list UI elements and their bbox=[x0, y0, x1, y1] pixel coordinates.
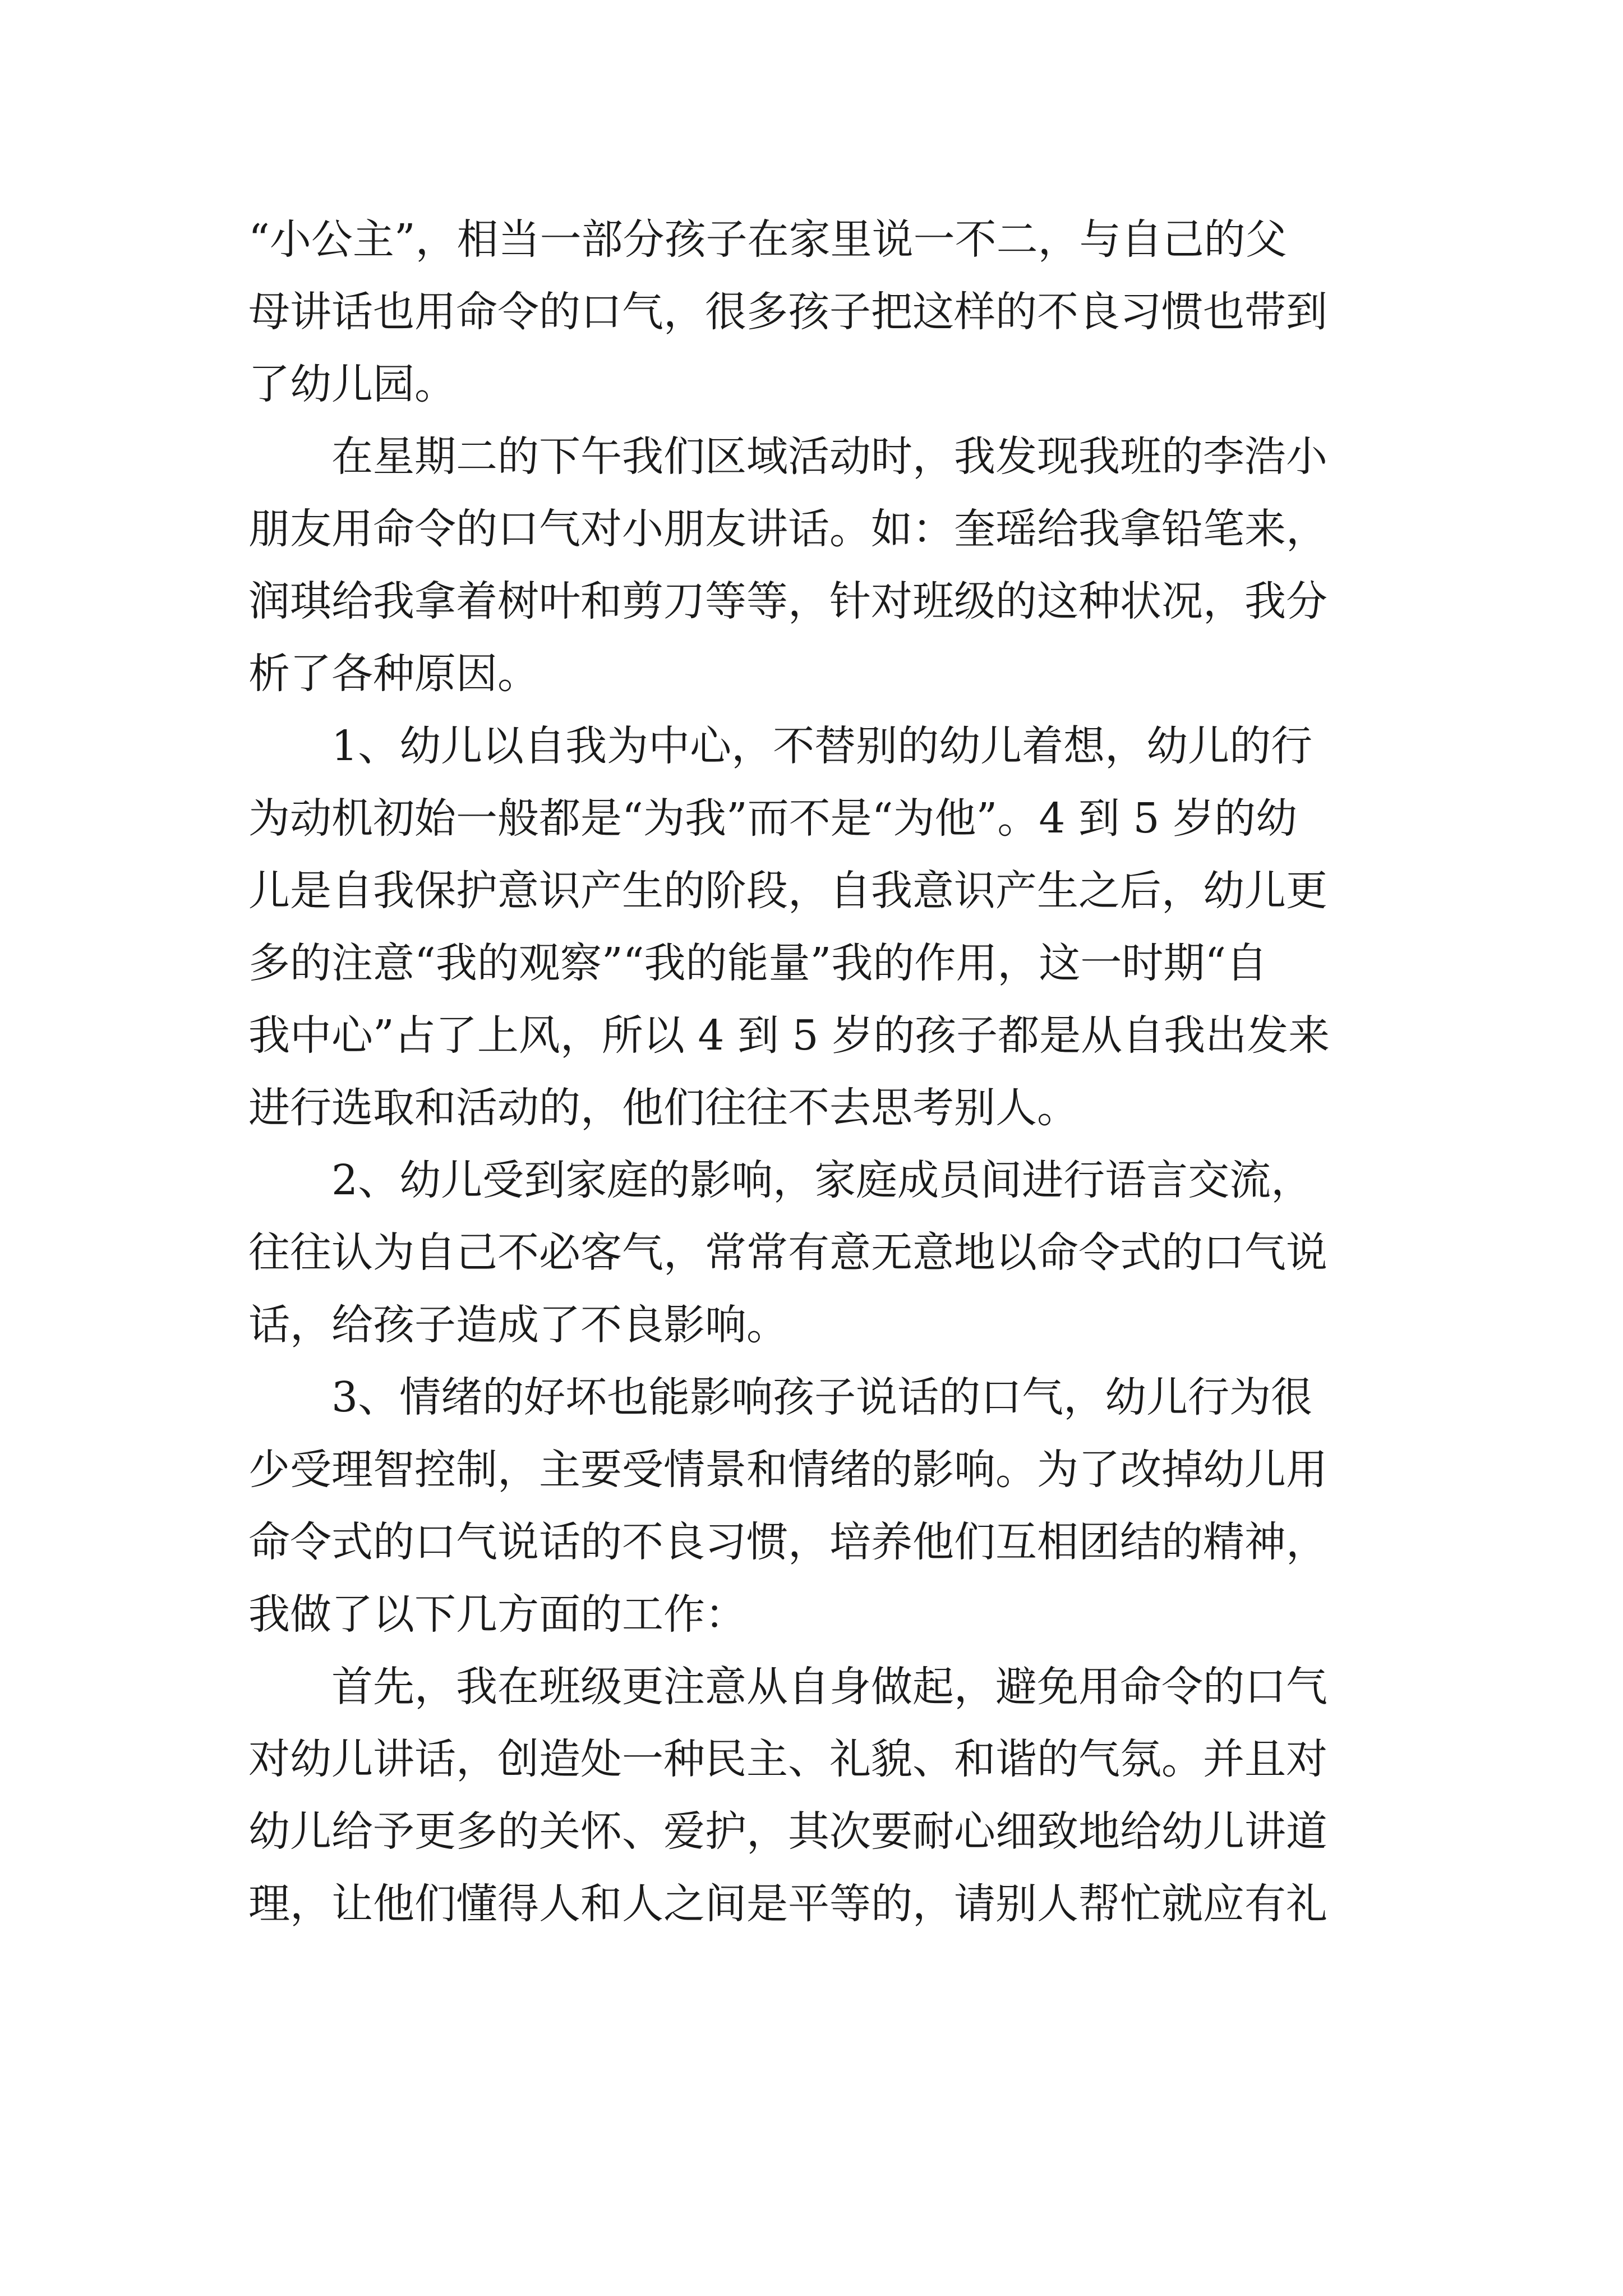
text-line: 2、幼儿受到家庭的影响，家庭成员间进行语言交流， bbox=[331, 1156, 1313, 1204]
text-line: 对幼儿讲话，创造处一种民主、礼貌、和谐的气氛。并且对 bbox=[248, 1735, 1327, 1783]
text-line: 首先，我在班级更注意从自身做起，避免用命令的口气 bbox=[331, 1663, 1327, 1711]
text-line: 少受理智控制，主要受情景和情绪的影响。为了改掉幼儿用 bbox=[248, 1446, 1327, 1494]
text-line: 命令式的口气说话的不良习惯，培养他们互相团结的精神， bbox=[248, 1518, 1327, 1566]
text-line: 3、情绪的好坏也能影响孩子说话的口气，幼儿行为很 bbox=[331, 1373, 1313, 1421]
text-line: 儿是自我保护意识产生的阶段，自我意识产生之后，幼儿更 bbox=[248, 867, 1327, 915]
text-line: 往往认为自己不必客气，常常有意无意地以命令式的口气说 bbox=[248, 1228, 1327, 1277]
text-line: 理，让他们懂得人和人之间是平等的，请别人帮忙就应有礼 bbox=[248, 1880, 1327, 1928]
text-line: 我中心”占了上风，所以 4 到 5 岁的孩子都是从自我出发来 bbox=[248, 1011, 1330, 1060]
text-line: 1、幼儿以自我为中心，不替别的幼儿着想，幼儿的行 bbox=[331, 722, 1313, 770]
text-line: “小公主”，相当一部分孩子在家里说一不二，与自己的父 bbox=[248, 215, 1287, 264]
text-line: 润琪给我拿着树叶和剪刀等等，针对班级的这种状况，我分 bbox=[248, 577, 1327, 625]
text-line: 朋友用命令的口气对小朋友讲话。如：奎瑶给我拿铅笔来， bbox=[248, 505, 1327, 553]
text-line: 幼儿给予更多的关怀、爱护，其次要耐心细致地给幼儿讲道 bbox=[248, 1807, 1327, 1856]
text-line: 为动机初始一般都是“为我”而不是“为他”。4 到 5 岁的幼 bbox=[248, 794, 1298, 843]
text-line: 多的注意“我的观察”“我的能量”我的作用，这一时期“自 bbox=[248, 939, 1268, 987]
text-line: 了幼儿园。 bbox=[248, 360, 456, 408]
text-line: 母讲话也用命令的口气，很多孩子把这样的不良习惯也带到 bbox=[248, 288, 1327, 336]
text-line: 析了各种原因。 bbox=[248, 650, 539, 698]
text-line: 进行选取和活动的，他们往往不去思考别人。 bbox=[248, 1084, 1078, 1132]
text-line: 在星期二的下午我们区域活动时，我发现我班的李浩小 bbox=[331, 432, 1327, 481]
text-line: 话，给孩子造成了不良影响。 bbox=[248, 1301, 788, 1349]
text-line: 我做了以下几方面的工作： bbox=[248, 1590, 746, 1639]
